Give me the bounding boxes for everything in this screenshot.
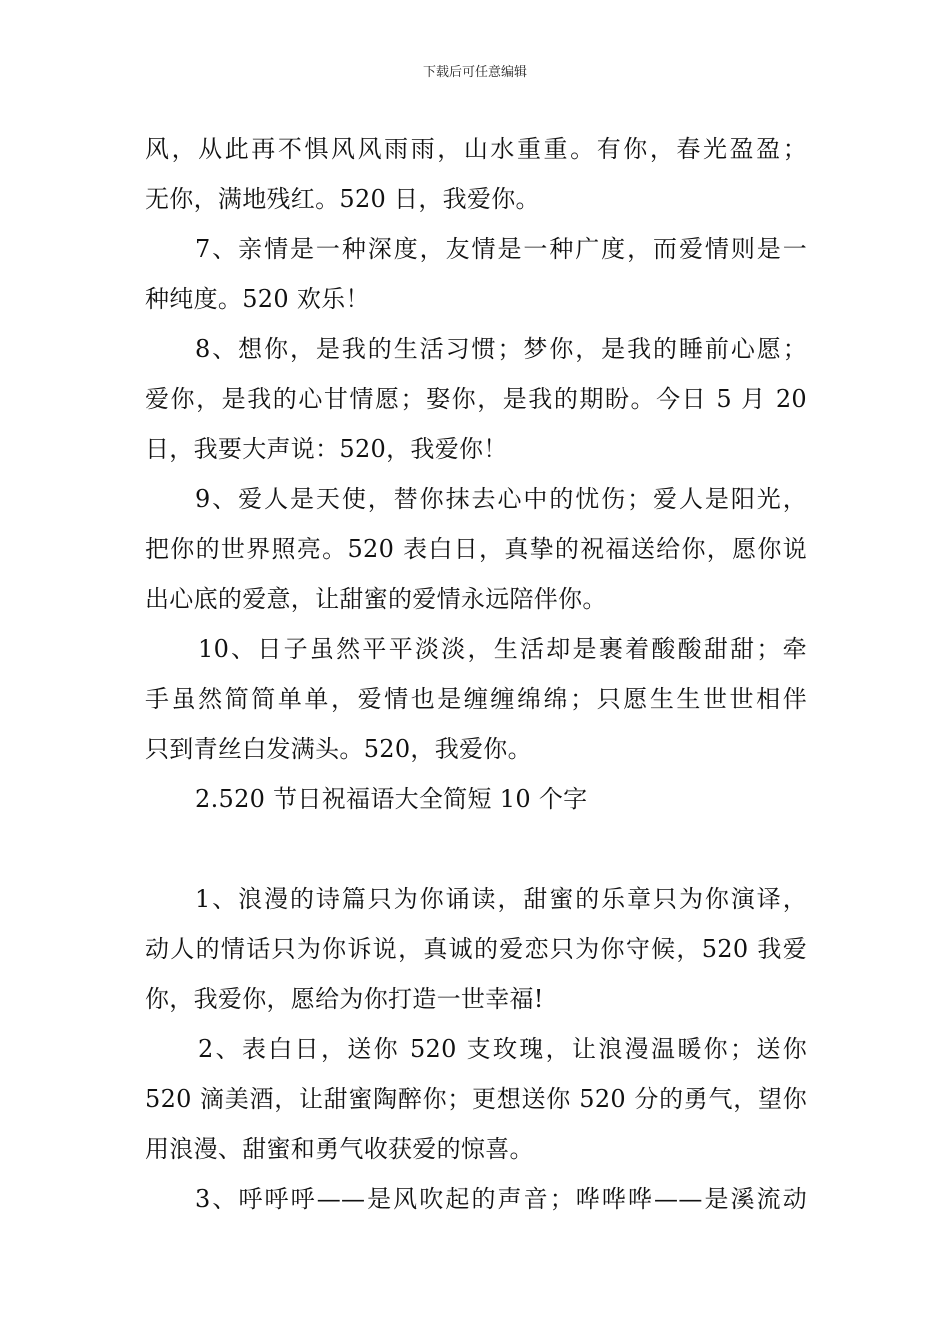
text-line: 把你的世界照亮。520 表白日，真挚的祝福送给你，愿你说 xyxy=(145,535,807,563)
text-line: 日，我要大声说：520，我爱你！ xyxy=(145,435,508,463)
document-body xyxy=(145,124,807,1224)
list-item-7-line: 7、亲情是一种深度，友情是一种广度，而爱情则是一 xyxy=(195,235,807,263)
section-heading: 2.520 节日祝福语大全简短 10 个字 xyxy=(195,785,588,813)
text-line: 手虽然简简单单，爱情也是缠缠绵绵；只愿生生世世相伴 xyxy=(145,685,807,713)
list-item-1-line: 1、浪漫的诗篇只为你诵读，甜蜜的乐章只为你演译， xyxy=(195,885,807,913)
list-item-8-line: 8、想你，是我的生活习惯；梦你，是我的睡前心愿； xyxy=(195,335,807,363)
text-line: 种纯度。520 欢乐！ xyxy=(145,285,370,313)
text-line: 用浪漫、甜蜜和勇气收获爱的惊喜。 xyxy=(145,1135,534,1163)
text-line: 爱你，是我的心甘情愿；娶你，是我的期盼。今日 5 月 20 xyxy=(145,385,807,413)
list-item-9-line: 9、爱人是天使，替你抹去心中的忧伤；爱人是阳光， xyxy=(195,485,807,513)
text-line: 无你，满地残红。520 日，我爱你。 xyxy=(145,185,540,213)
list-item-2-line: 2、表白日，送你 520 支玫瑰，让浪漫温暖你；送你 xyxy=(198,1035,807,1063)
text-line: 520 滴美酒，让甜蜜陶醉你；更想送你 520 分的勇气，望你 xyxy=(145,1085,807,1113)
text-line: 你，我爱你，愿给为你打造一世幸福! xyxy=(145,985,544,1013)
list-item-10-line: 10、日子虽然平平淡淡，生活却是裹着酸酸甜甜；牵 xyxy=(198,635,807,663)
section-gap xyxy=(145,824,807,874)
text-line: 出心底的爱意，让甜蜜的爱情永远陪伴你。 xyxy=(145,585,607,613)
list-item-3-line: 3、呼呼呼——是风吹起的声音；哗哗哗——是溪流动 xyxy=(195,1185,807,1213)
text-line: 风，从此再不惧风风雨雨，山水重重。有你，春光盈盈； xyxy=(145,135,807,163)
text-line: 只到青丝白发满头。520，我爱你。 xyxy=(145,735,532,763)
page-header: 下载后可任意编辑 xyxy=(422,65,527,80)
text-line: 动人的情话只为你诉说，真诚的爱恋只为你守候，520 我爱 xyxy=(145,935,807,963)
